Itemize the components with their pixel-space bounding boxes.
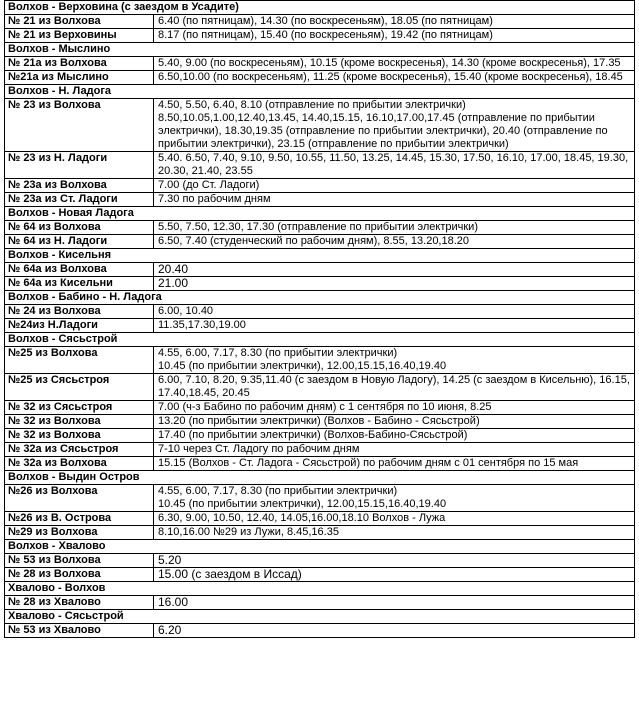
route-label: № 32 из Волхова [5, 415, 154, 429]
departure-times: 4.50, 5.50, 6.40, 8.10 (отправление по прибытии электрички) 8.50,10.05,1.00,12.40,13.45, 14.40,15.15, 16.10,17.00,17.45 (отправление по прибытии электрички), 18.30,19.35 (отправление по прибытии электрички), 20.40 (отправление по прибытии электрички), 23.15 (отправление по прибытии электрички) [154, 99, 635, 152]
route-label: № 28 из Волхова [5, 568, 154, 582]
route-label: № 28 из Хвалово [5, 596, 154, 610]
route-label: № 24 из Волхова [5, 305, 154, 319]
route-label: № 21а из Волхова [5, 57, 154, 71]
departure-times: 21.00 [154, 277, 635, 291]
route-row [5, 99, 635, 152]
departure-times: 8.10,16.00 №29 из Лужи, 8.45,16.35 [154, 526, 635, 540]
route-label: № 23 из Волхова [5, 99, 154, 152]
route-row [5, 319, 635, 333]
departure-times: 6.50,10.00 (по воскресеньям), 11.25 (кроме воскресенья), 15.40 (кроме воскресенья), 18.45 [154, 71, 635, 85]
departure-times: 5.50, 7.50, 12.30, 17.30 (отправление по прибытии электрички) [154, 221, 635, 235]
section-title: Волхов - Мыслино [5, 43, 635, 57]
route-row [5, 277, 635, 291]
route-row [5, 554, 635, 568]
section-header-row [5, 85, 635, 99]
route-row [5, 263, 635, 277]
section-title: Волхов - Новая Ладога [5, 207, 635, 221]
route-row [5, 29, 635, 43]
section-header-row [5, 582, 635, 596]
route-row [5, 429, 635, 443]
departure-times: 7.30 по рабочим дням [154, 193, 635, 207]
departure-times: 7.00 (до Ст. Ладоги) [154, 179, 635, 193]
section-title: Волхов - Сясьстрой [5, 333, 635, 347]
departure-times: 6.30, 9.00, 10.50, 12.40, 14.05,16.00,18.10 Волхов - Лужа [154, 512, 635, 526]
route-row [5, 485, 635, 512]
departure-times: 13.20 (по прибытии электрички) (Волхов - Бабино - Сясьстрой) [154, 415, 635, 429]
route-row [5, 71, 635, 85]
route-label: № 64 из Н. Ладоги [5, 235, 154, 249]
route-label: № 32а из Волхова [5, 457, 154, 471]
route-row [5, 443, 635, 457]
section-title: Хвалово - Волхов [5, 582, 635, 596]
section-header-row [5, 333, 635, 347]
route-label: № 32 из Волхова [5, 429, 154, 443]
route-row [5, 526, 635, 540]
departure-times: 15.00 (с заездом в Иссад) [154, 568, 635, 582]
section-title: Волхов - Хвалово [5, 540, 635, 554]
departure-times: 6.20 [154, 624, 635, 638]
route-label: №29 из Волхова [5, 526, 154, 540]
section-header-row [5, 540, 635, 554]
section-title: Хвалово - Сясьстрой [5, 610, 635, 624]
departure-times: 6.40 (по пятницам), 14.30 (по воскресеньям), 18.05 (по пятницам) [154, 15, 635, 29]
route-label: №25 из Сясьстроя [5, 374, 154, 401]
route-label: № 53 из Волхова [5, 554, 154, 568]
route-label: № 64 из Волхова [5, 221, 154, 235]
route-label: № 64а из Кисельни [5, 277, 154, 291]
route-row [5, 374, 635, 401]
departure-times: 6.00, 7.10, 8.20, 9.35,11.40 (с заездом в Новую Ладогу), 14.25 (с заездом в Кисельню), 16.15, 17.40,18.45, 20.45 [154, 374, 635, 401]
route-label: № 53 из Хвалово [5, 624, 154, 638]
section-title: Волхов - Кисельня [5, 249, 635, 263]
route-row [5, 624, 635, 638]
route-label: № 23 из Н. Ладоги [5, 152, 154, 179]
route-label: № 32 из Сясьстроя [5, 401, 154, 415]
route-row [5, 179, 635, 193]
route-label: №26 из Волхова [5, 485, 154, 512]
route-label: №26 из В. Острова [5, 512, 154, 526]
section-header-row [5, 471, 635, 485]
route-label: № 23а из Ст. Ладоги [5, 193, 154, 207]
route-label: № 64а из Волхова [5, 263, 154, 277]
route-row [5, 57, 635, 71]
route-row [5, 568, 635, 582]
departure-times: 5.40, 9.00 (по воскресеньям), 10.15 (кроме воскресенья), 14.30 (кроме воскресенья), 17.35 [154, 57, 635, 71]
route-row [5, 457, 635, 471]
route-row [5, 415, 635, 429]
section-header-row [5, 43, 635, 57]
bus-schedule-table [4, 0, 635, 638]
route-label: № 23а из Волхова [5, 179, 154, 193]
route-label: №25 из Волхова [5, 347, 154, 374]
departure-times: 17.40 (по прибытии электрички) (Волхов-Бабино-Сясьстрой) [154, 429, 635, 443]
route-label: № 21 из Верховины [5, 29, 154, 43]
route-row [5, 193, 635, 207]
route-row [5, 221, 635, 235]
departure-times: 6.00, 10.40 [154, 305, 635, 319]
route-row [5, 15, 635, 29]
departure-times: 7.00 (ч-з Бабино по рабочим дням) с 1 сентября по 10 июня, 8.25 [154, 401, 635, 415]
departure-times: 4.55, 6.00, 7.17, 8.30 (по прибытии электрички) 10.45 (по прибытии электрички), 12.00,15.15,16.40,19.40 [154, 485, 635, 512]
departure-times: 5.20 [154, 554, 635, 568]
departure-times: 6.50, 7.40 (студенческий по рабочим дням), 8.55, 13.20,18.20 [154, 235, 635, 249]
departure-times: 11.35,17.30,19.00 [154, 319, 635, 333]
route-row [5, 512, 635, 526]
section-title: Волхов - Выдин Остров [5, 471, 635, 485]
route-row [5, 235, 635, 249]
departure-times: 16.00 [154, 596, 635, 610]
section-title: Волхов - Н. Ладога [5, 85, 635, 99]
departure-times: 20.40 [154, 263, 635, 277]
section-header-row [5, 249, 635, 263]
route-label: №24из Н.Ладоги [5, 319, 154, 333]
section-title: Волхов - Верховина (с заездом в Усадите) [5, 1, 635, 15]
section-title: Волхов - Бабино - Н. Ладога [5, 291, 635, 305]
route-label: №21а из Мыслино [5, 71, 154, 85]
route-row [5, 347, 635, 374]
section-header-row [5, 291, 635, 305]
section-header-row [5, 207, 635, 221]
section-header-row [5, 610, 635, 624]
route-row [5, 401, 635, 415]
departure-times: 15.15 (Волхов - Ст. Ладога - Сясьстрой) по рабочим дням с 01 сентября по 15 мая [154, 457, 635, 471]
route-label: № 32а из Сясьстроя [5, 443, 154, 457]
route-row [5, 596, 635, 610]
departure-times: 4.55, 6.00, 7.17, 8.30 (по прибытии электрички) 10.45 (по прибытии электрички), 12.00,15.15,16.40,19.40 [154, 347, 635, 374]
departure-times: 5.40. 6.50, 7.40, 9.10, 9.50, 10.55, 11.50, 13.25, 14.45, 15.30, 17.50, 16.10, 17.00, 18.45, 19.30, 20.30, 21.40, 23.55 [154, 152, 635, 179]
route-label: № 21 из Волхова [5, 15, 154, 29]
section-header-row [5, 1, 635, 15]
departure-times: 7-10 через Ст. Ладогу по рабочим дням [154, 443, 635, 457]
schedule-body [5, 1, 635, 638]
route-row [5, 152, 635, 179]
route-row [5, 305, 635, 319]
departure-times: 8.17 (по пятницам), 15.40 (по воскресеньям), 19.42 (по пятницам) [154, 29, 635, 43]
